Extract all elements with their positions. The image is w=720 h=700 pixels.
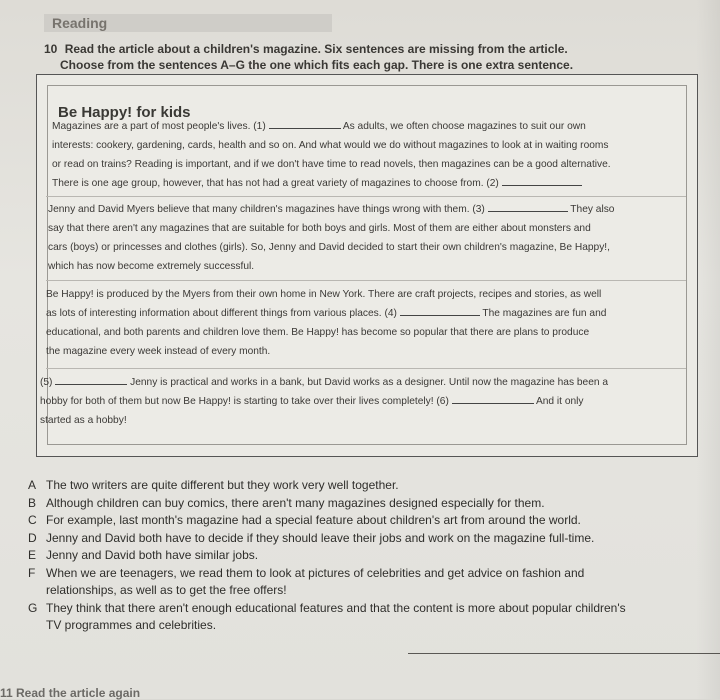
option-text: Although children can buy comics, there aren't many magazines designed especially for them. [46, 495, 545, 510]
paragraph-line [40, 373, 608, 392]
text-segment: (5) [40, 377, 56, 388]
paragraph-line [48, 200, 614, 219]
paragraph-divider [46, 280, 686, 281]
option-text: They think that there aren't enough educational features and that the content is more about popular children's TV programmes and celebrities. [46, 600, 626, 632]
gap-5-blank[interactable] [55, 375, 127, 385]
paragraph-line: the magazine every week instead of every month. [46, 346, 271, 357]
text-segment: as lots of interesting information about different things from various places. (4) [46, 308, 400, 319]
paragraph-line: which has now become extremely successful. [48, 261, 255, 272]
option-c[interactable] [28, 512, 668, 530]
article-title: Be Happy! for kids [58, 104, 191, 121]
sentence-options-list [28, 477, 668, 635]
paragraph-line [52, 117, 611, 136]
option-a[interactable] [28, 477, 668, 495]
paragraph-line [40, 392, 608, 411]
paragraph-line: interests: cookery, gardening, cards, health and so on. And what would we do without magazines to look at in waiting rooms [52, 140, 609, 151]
option-g[interactable] [28, 600, 668, 635]
text-segment: Jenny is practical and works in a bank, but David works as a designer. Until now the magazine has been a [127, 377, 609, 388]
exercise-number: 10 [44, 42, 58, 56]
paragraph-line: Be Happy! is produced by the Myers from their own home in New York. There are craft projects, recipes and stories, as well [46, 289, 602, 300]
option-e[interactable] [28, 547, 668, 565]
option-letter: E [28, 548, 37, 562]
section-heading: Reading [44, 14, 332, 32]
text-segment: Magazines are a part of most people's lives. (1) [52, 121, 269, 132]
answer-rule [408, 653, 720, 654]
article-paragraph-2 [48, 200, 614, 276]
gap-6-blank[interactable] [452, 394, 534, 404]
paragraph-line [52, 174, 611, 193]
paragraph-line: or read on trains? Reading is important, and if we don't have time to read novels, then magazines can be a good alternative. [52, 159, 611, 170]
next-exercise-heading: 11 Read the article again [0, 686, 141, 700]
gap-4-blank[interactable] [400, 306, 480, 316]
option-f[interactable] [28, 565, 668, 600]
option-b[interactable] [28, 495, 668, 513]
option-letter: G [28, 600, 38, 615]
text-segment: There is one age group, however, that has not had a great variety of magazines to choose from. (2) [52, 178, 502, 189]
instructions [44, 41, 684, 73]
option-text: Jenny and David both have to decide if they should leave their jobs and work on the magazine full-time. [46, 530, 595, 545]
text-segment: The magazines are fun and [479, 308, 607, 319]
option-letter: F [28, 565, 36, 580]
text-segment: Jenny and David Myers believe that many children's magazines have things wrong with them. (3) [48, 204, 488, 215]
text-segment: hobby for both of them but now Be Happy! is starting to take over their lives completely! (6) [40, 396, 452, 407]
article-paragraph-3 [46, 285, 606, 361]
article-paragraph-4 [40, 373, 608, 430]
instruction-line-1: Read the article about a children's magazine. Six sentences are missing from the article. [64, 42, 568, 56]
paragraph-line: started as a hobby! [40, 415, 127, 426]
option-text: For example, last month's magazine had a special feature about children's art from around the world. [46, 513, 581, 527]
paragraph-line: say that there aren't any magazines that are suitable for both boys and girls. Most of them are either about monsters and [48, 223, 591, 234]
paragraph-line: cars (boys) or princesses and clothes (girls). So, Jenny and David decided to start their own children's magazine, Be Happy!, [48, 242, 610, 253]
text-segment: As adults, we often choose magazines to suit our own [340, 121, 586, 132]
option-text: When we are teenagers, we read them to look at pictures of celebrities and get advice on fashion and relationships, as well as to get the free offers! [46, 565, 585, 597]
option-letter: C [28, 513, 37, 527]
instruction-line-2: Choose from the sentences A–G the one which fits each gap. There is one extra sentence. [60, 58, 574, 72]
text-segment: And it only [533, 396, 584, 407]
page-shadow [696, 0, 720, 699]
option-d[interactable] [28, 530, 668, 548]
paragraph-divider [46, 368, 686, 369]
gap-1-blank[interactable] [269, 119, 341, 129]
option-text: Jenny and David both have similar jobs. [46, 548, 259, 562]
gap-3-blank[interactable] [488, 202, 568, 212]
option-letter: A [28, 478, 37, 492]
paragraph-line [46, 304, 606, 323]
text-segment: They also [567, 204, 615, 215]
paragraph-line: educational, and both parents and children love them. Be Happy! has become so popular that there are plans to produce [46, 327, 590, 338]
option-text: The two writers are quite different but they work very well together. [46, 478, 399, 492]
option-letter: B [28, 495, 37, 510]
paragraph-divider [46, 196, 686, 197]
option-letter: D [28, 530, 37, 545]
gap-2-blank[interactable] [502, 176, 582, 186]
article-paragraph-1 [52, 117, 611, 193]
